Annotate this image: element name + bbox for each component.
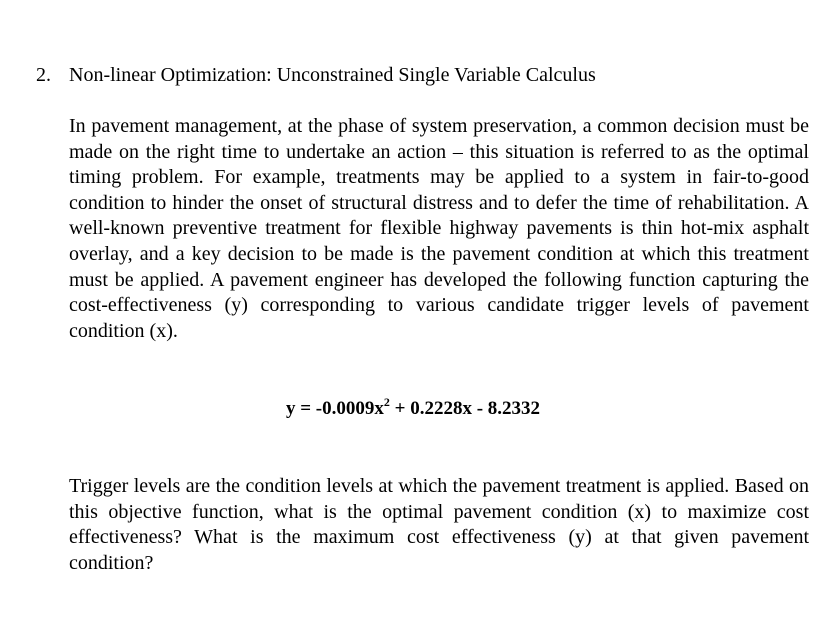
problem-number: 2.	[36, 64, 51, 86]
equation-rhs: + 0.2228x - 8.2332	[389, 398, 541, 419]
equation-lhs: y = -0.0009x	[285, 398, 384, 419]
problem-heading	[36, 62, 596, 88]
objective-function-equation	[0, 396, 826, 422]
question-paragraph: Trigger levels are the condition levels at which the pavement treatment is applied. Based on this objective function, what is the optimal pavement condition (x) to maximize cost effectiveness? What is the maximum cost effectiveness (y) at that given pavement condition?	[69, 475, 809, 574]
equation-exponent: 2	[383, 395, 390, 409]
problem-title: Non-linear Optimization: Unconstrained Single Variable Calculus	[69, 64, 596, 86]
intro-paragraph: In pavement management, at the phase of system preservation, a common decision must be made on the right time to undertake an action – this situation is referred to as the optimal timing problem. For example, treatments may be applied to a system in fair-to-good condition to hinder the onset of structural distress and to defer the time of rehabilitation. A well-known preventive treatment for flexible highway pavements is thin hot-mix asphalt overlay, and a key decision to be made is the pavement condition at which this treatment must be applied. A pavement engineer has developed the following function capturing the cost-effectiveness (y) corresponding to various candidate trigger levels of pavement condition (x).	[69, 115, 809, 342]
